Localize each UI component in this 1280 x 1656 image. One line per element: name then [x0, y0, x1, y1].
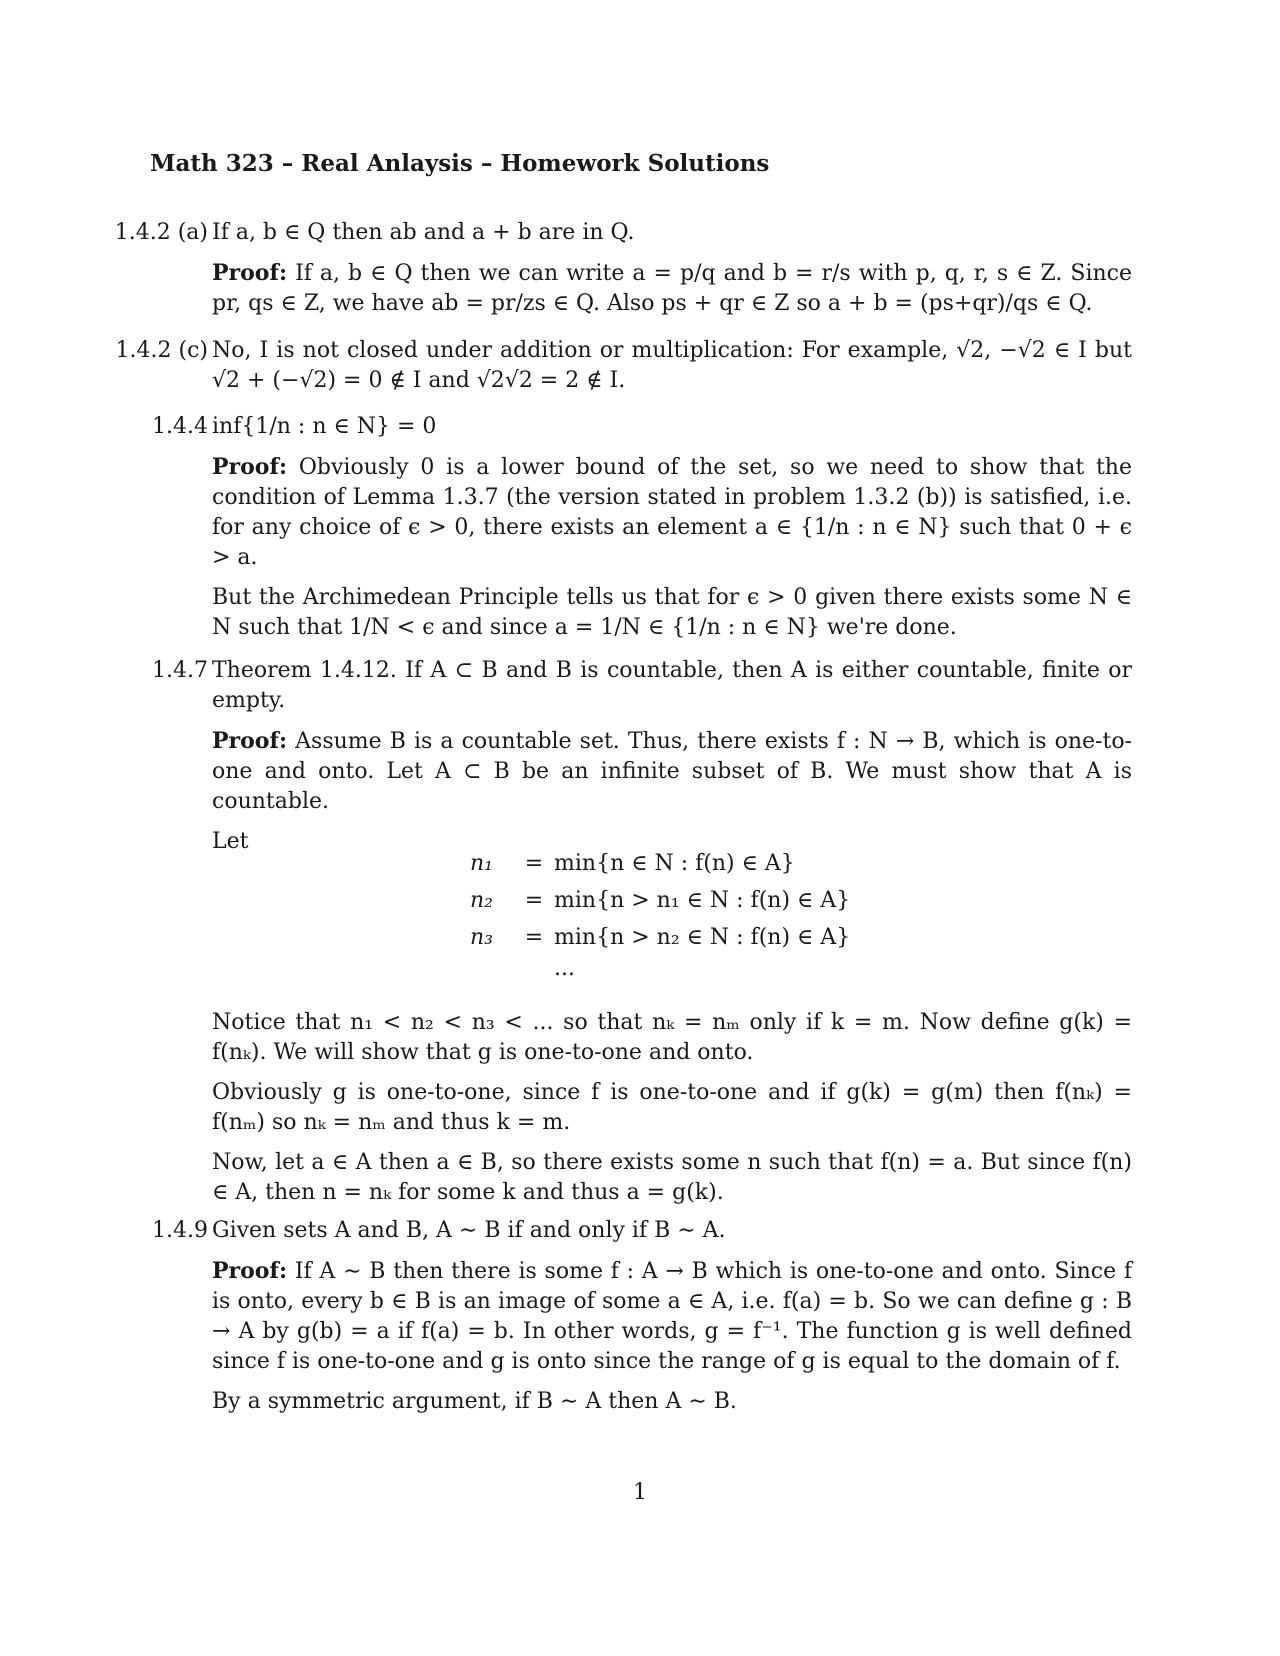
- problem-body: [212, 336, 1132, 406]
- proof-label: Proof:: [212, 728, 288, 754]
- equation-rhs: min{n > n₁ ∈ N : f(n) ∈ A}: [554, 888, 851, 913]
- proof-label: Proof:: [212, 1258, 288, 1284]
- proof-paragraph-2: But the Archimedean Principle tells us that for ϵ > 0 given there exists some N ∈ N such that 1/N < ϵ and since a = 1/N ∈ {1/n : n ∈ N} we're done.: [212, 585, 1132, 640]
- equation-relation: =: [524, 925, 544, 950]
- problem-body: [212, 218, 1132, 329]
- equation-lhs: n₁: [470, 851, 493, 876]
- let-text: Let: [212, 829, 249, 854]
- equation-row: [470, 845, 795, 882]
- problem-statement: No, I is not closed under addition or multiplication: For example, √2, −√2 ∈ I but √2 + (−√2) = 0 ∉ I and √2√2 = 2 ∉ I.: [212, 338, 1132, 393]
- proof-paragraph: [212, 258, 1132, 319]
- one-to-one-paragraph: Obviously g is one-to-one, since f is one-to-one and if g(k) = g(m) then f(nₖ) = f(nₘ) so nₖ = nₘ and thus k = m.: [212, 1080, 1132, 1135]
- problem-number: 1.4.2 (a): [114, 220, 208, 245]
- equation-rhs: min{n ∈ N : f(n) ∈ A}: [554, 851, 795, 876]
- problem-body: [212, 1216, 1132, 1427]
- equation-lhs: n₂: [470, 888, 493, 913]
- proof-label: Proof:: [212, 454, 288, 480]
- problem-statement: Theorem 1.4.12. If A ⊂ B and B is countable, then A is either countable, finite or empty.: [212, 658, 1132, 713]
- equation-relation: =: [524, 851, 544, 876]
- equation-rhs: min{n > n₂ ∈ N : f(n) ∈ A}: [554, 925, 851, 950]
- proof-text: Obviously 0 is a lower bound of the set, so we need to show that the condition of Lemma 1.3.7 (the version stated in problem 1.3.2 (b)) is satisfied, i.e. for any choice of ϵ > 0, there exists an element a ∈ {1/n : n ∈ N} such that 0 + ϵ > a.: [212, 455, 1132, 570]
- notice-paragraph: Notice that n₁ < n₂ < n₃ < ... so that nₖ = nₘ only if k = m. Now define g(k) = f(nₖ). We will show that g is one-to-one and onto.: [212, 1010, 1132, 1065]
- problem-number: 1.4.9: [152, 1218, 208, 1243]
- proof-paragraph: [212, 452, 1132, 573]
- proof-label: Proof:: [212, 260, 288, 286]
- page-number: 1: [633, 1480, 647, 1505]
- problem-statement: Given sets A and B, A ∼ B if and only if B ∼ A.: [212, 1218, 726, 1243]
- problem-number: 1.4.7: [152, 658, 208, 683]
- proof-paragraph: [212, 1256, 1132, 1377]
- equation-rhs: ...: [554, 956, 575, 981]
- proof-paragraph: [212, 726, 1132, 817]
- equation-row: [470, 882, 850, 919]
- equation-lhs: n₃: [470, 925, 493, 950]
- problem-number: 1.4.2 (c): [115, 338, 208, 363]
- onto-paragraph: Now, let a ∈ A then a ∈ B, so there exists some n such that f(n) = a. But since f(n) ∈ A, then n = nₖ for some k and thus a = g(k).: [212, 1150, 1132, 1205]
- proof-text: If a, b ∈ Q then we can write a = p/q and b = r/s with p, q, r, s ∈ Z. Since pr, qs ∈ Z, we have ab = pr/zs ∈ Q. Also ps + qr ∈ Z so a + b = (ps+qr)/qs ∈ Q.: [212, 261, 1132, 316]
- equation-relation: =: [524, 888, 544, 913]
- proof-text: Assume B is a countable set. Thus, there exists f : N → B, which is one-to-one and onto. Let A ⊂ B be an infinite subset of B. We must show that A is countable.: [212, 729, 1132, 814]
- problem-statement: inf{1/n : n ∈ N} = 0: [212, 414, 437, 439]
- problem-number: 1.4.4: [152, 414, 208, 439]
- problem-statement: If a, b ∈ Q then ab and a + b are in Q.: [212, 220, 635, 245]
- problem-body: [212, 656, 1132, 867]
- problem-body: [212, 412, 1132, 653]
- proof-paragraph-2: By a symmetric argument, if B ∼ A then A ∼ B.: [212, 1389, 737, 1414]
- equation-row: [470, 950, 575, 987]
- problem-body: [212, 1008, 1132, 1218]
- document-title: Math 323 – Real Anlaysis – Homework Solutions: [150, 150, 770, 177]
- proof-text: If A ∼ B then there is some f : A → B which is one-to-one and onto. Since f is onto, every b ∈ B is an image of some a ∈ A, i.e. f(a) = b. So we can define g : B → A by g(b) = a if f(a) = b. In other words, g = f⁻¹. The function g is well defined since f is one-to-one and g is onto since the range of g is equal to the domain of f.: [212, 1259, 1132, 1374]
